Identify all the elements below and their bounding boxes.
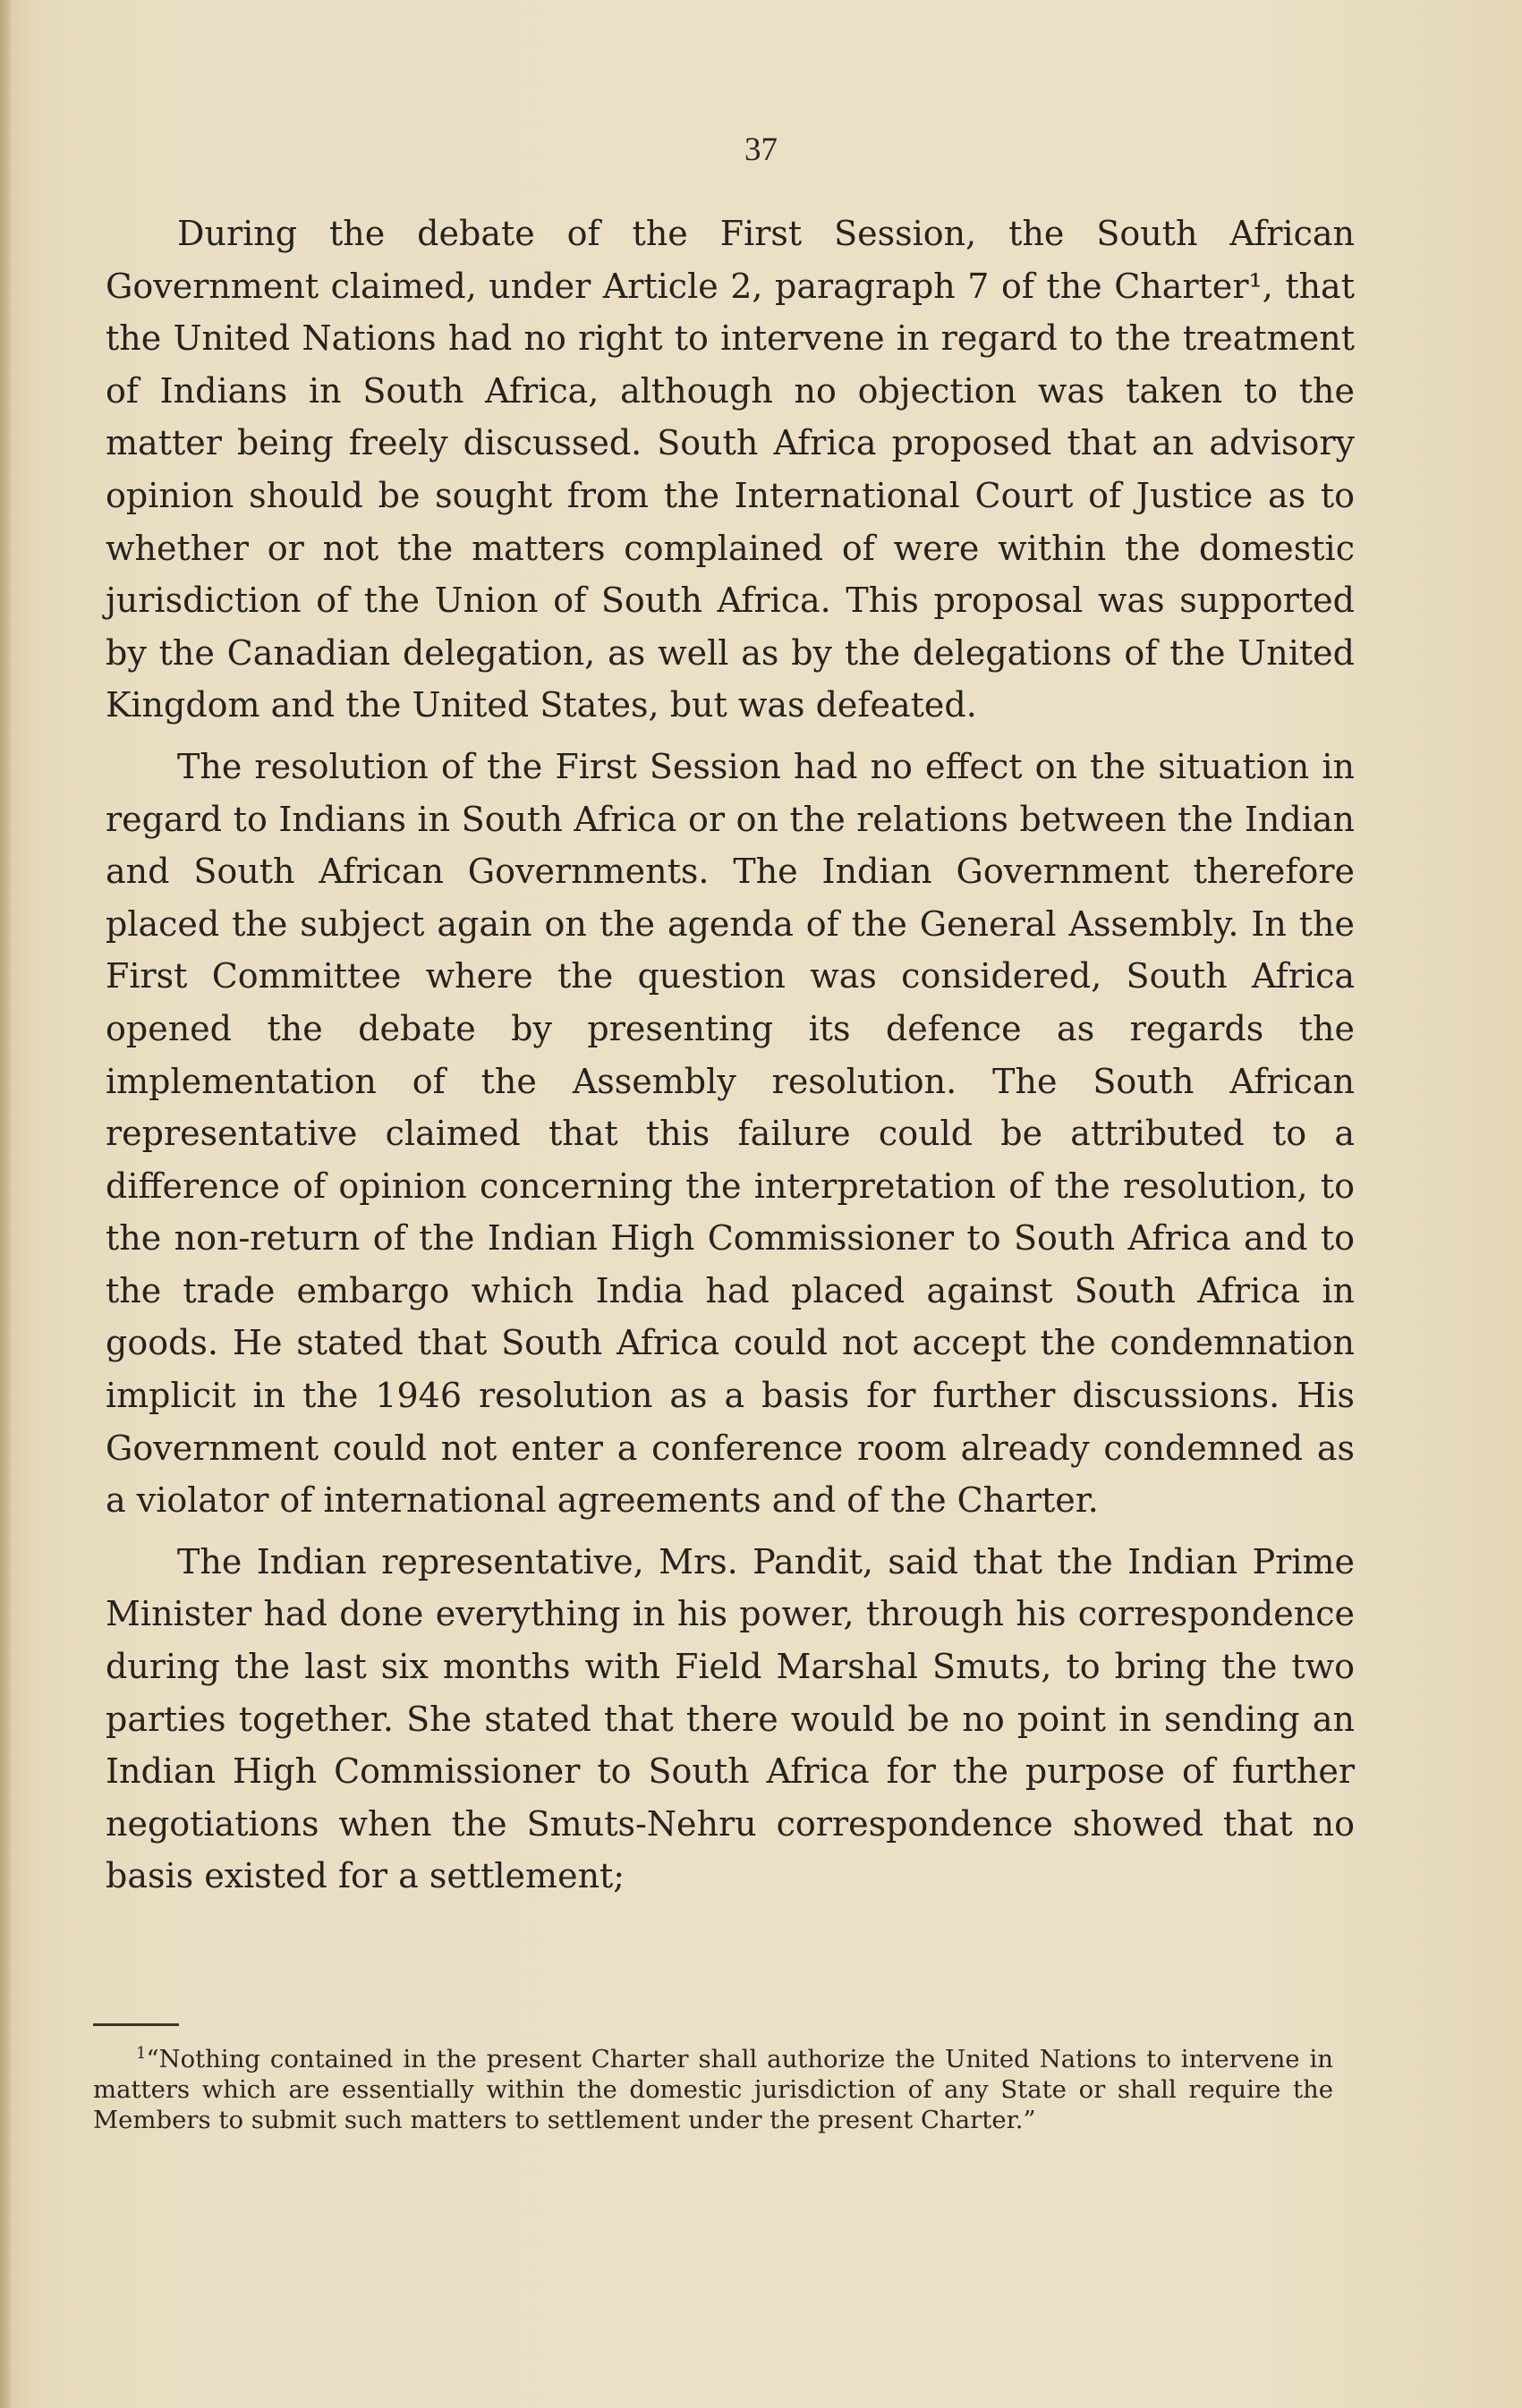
page-binding-edge [0,0,11,2408]
body-text [106,208,1355,1912]
footnote-text: “Nothing contained in the present Charter shall authorize the United Nations to intervene in matters which are essentially within the domestic jurisdiction of any State or shall require the Members to submit such matters to settlement under the present Charter.” [93,2045,1333,2134]
footnote-marker: 1 [136,2043,147,2063]
page-number: 37 [744,131,778,168]
footnote-rule [93,2023,179,2026]
paragraph-3: The Indian representative, Mrs. Pandit, said that the Indian Prime Minister had done everything in his power, through his correspondence during the last six months with Field Marshal Smuts, to bring the two parties together. She stated that there would be no point in sending an Indian High Commissioner to South Africa for the purpose of further negotiations when the Smuts-Nehru correspondence showed that no basis existed for a settlement; [106,1541,1355,1896]
paragraph-2: The resolution of the First Session had no effect on the situation in regard to Indians in South Africa or on the relations between the Indian and South African Governments. The Indian Government therefore placed the subject again on the agenda of the General Assembly. In the First Committee where the question was considered, South Africa opened the debate by presenting its defence as regards the implementation of the Assembly resolution. The South African representative claimed that this failure could be attributed to a difference of opinion concerning the interpretation of the resolution, to the non-return of the Indian High Commissioner to South Africa and to the trade embargo which India had placed against South Africa in goods. He stated that South Africa could not accept the condemnation implicit in the 1946 resolution as a basis for further discussions. His Government could not enter a conference room already condemned as a violator of international agreements and of the Charter. [106,746,1355,1521]
footnote [93,2044,1333,2135]
paragraph-1: During the debate of the First Session, the South African Government claimed, under Article 2, paragraph 7 of the Charter¹, that the United Nations had no right to intervene in regard to the treatment of Indians in South Africa, although no objection was taken to the matter being freely discussed. South Africa proposed that an advisory opinion should be sought from the International Court of Justice as to whether or not the matters complained of were within the domestic jurisdiction of the Union of South Africa. This proposal was supported by the Canadian delegation, as well as by the delegations of the United Kingdom and the United States, but was defeated. [106,214,1355,725]
